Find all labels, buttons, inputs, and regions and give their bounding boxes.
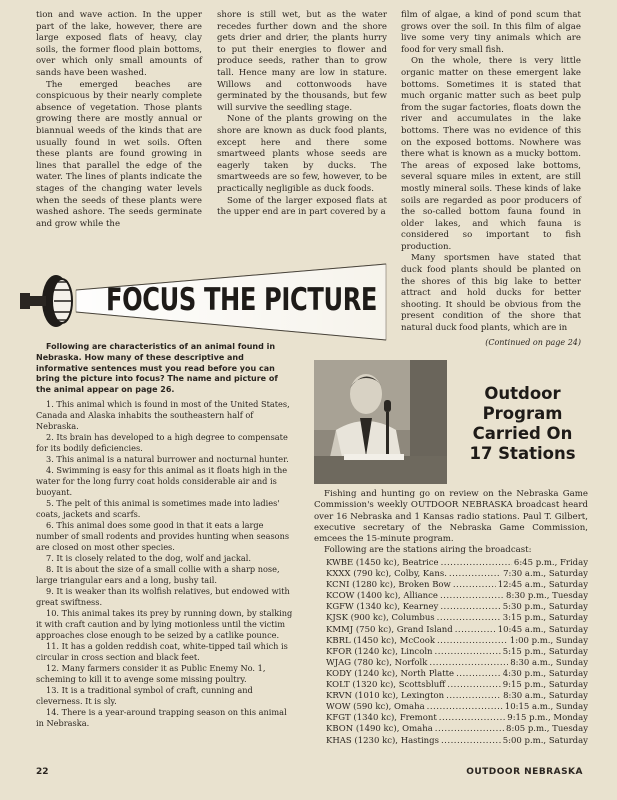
article-paragraph: The emerged beaches are conspicuous by their nearly complete absence of vegetation. Those plants growing there are mostly annual or biannual weeds of the kinds that are usually found in wet soils. Often these plants are found growing in lines that parallel the edge of the water. The lines of plants indicate the stages of the changing water levels when the seeds of these plants were washed ashore. The seeds germinate and grow while the bbox=[36, 79, 202, 229]
quiz-clue: 7. It is closely related to the dog, wolf and jackal. bbox=[46, 552, 251, 563]
station-row bbox=[326, 636, 588, 647]
station-row bbox=[326, 558, 588, 569]
banner-title: FOCUS THE PICTURE bbox=[106, 282, 378, 318]
leader-dots bbox=[446, 691, 501, 702]
station-time: 5:15 p.m., Saturday bbox=[502, 646, 588, 657]
station-row bbox=[326, 625, 588, 636]
quiz-clue: 11. It has a golden reddish coat, white-tipped tail which is circular in cross section and black feet. bbox=[36, 640, 288, 662]
article-paragraph: Following are the stations airing the broadcast: bbox=[324, 545, 532, 556]
leader-dots bbox=[441, 736, 501, 747]
quiz-clue: 2. Its brain has developed to a high degree to compensate for its bodily deficiencies. bbox=[36, 431, 288, 453]
headline-line: Program bbox=[482, 404, 563, 423]
quiz-clue: 14. There is a year-around trapping season on this animal in Nebraska. bbox=[36, 706, 287, 728]
magazine-name: OUTDOOR NEBRASKA bbox=[466, 767, 583, 777]
station-time: 9:15 p.m., Saturday bbox=[502, 680, 588, 691]
station-time: 7:30 a.m., Saturday bbox=[503, 569, 588, 580]
article-column-2 bbox=[217, 10, 387, 219]
station-row bbox=[326, 647, 588, 658]
station-name: KBON (1490 kc), Omaha bbox=[326, 724, 433, 735]
quiz-intro: Following are characteristics of an animal found in Nebraska. How many of these descriptive and informative sentences must you read before you can bring the picture into focus? The name and picture of the animal appear on page 26. bbox=[36, 342, 278, 395]
station-time: 8:30 a.m., Sunday bbox=[510, 657, 588, 668]
station-row bbox=[326, 569, 588, 580]
leader-dots bbox=[439, 713, 506, 724]
station-time: 9:15 p.m., Monday bbox=[507, 713, 588, 724]
leader-dots bbox=[427, 702, 503, 713]
station-time: 10:15 a.m., Sunday bbox=[504, 702, 588, 713]
leader-dots bbox=[455, 625, 496, 636]
station-time: 1:00 p.m., Sunday bbox=[509, 635, 588, 646]
station-row bbox=[326, 702, 588, 713]
station-name: KODY (1240 kc), North Platte bbox=[326, 668, 455, 679]
station-name: KCNI (1280 kc), Broken Bow bbox=[326, 580, 451, 591]
station-time: 6:45 p.m., Friday bbox=[513, 558, 588, 568]
station-name: WJAG (780 kc), Norfolk bbox=[326, 657, 428, 668]
leader-dots bbox=[440, 602, 500, 613]
focus-the-picture-banner bbox=[14, 260, 394, 342]
station-time: 5:30 p.m., Saturday bbox=[502, 602, 588, 613]
article-paragraph: tion and wave action. In the upper part of the lake, however, there are large exposed flats of heavy, clay soils, the former flood plain bottoms, over which only small amounts of sands have been washed. bbox=[36, 10, 202, 78]
station-name: KWBE (1450 kc), Beatrice bbox=[326, 558, 439, 568]
station-row bbox=[326, 713, 588, 724]
station-time: 8:30 p.m., Tuesday bbox=[506, 591, 588, 602]
station-name: KGFW (1340 kc), Kearney bbox=[326, 602, 439, 613]
leader-dots bbox=[435, 647, 501, 658]
article-paragraph: Fishing and hunting go on review on the Nebraska Game Commission's weekly OUTDOOR NEBRASKA broadcast heard over 16 Nebraska and 1 Kansas radio stations. Paul T. Gilbert, executive secretary of the Nebraska Game Commission, emcees the 15-minute program. bbox=[314, 489, 588, 545]
headline-line: Carried On bbox=[472, 424, 573, 443]
radio-article-body bbox=[314, 489, 588, 557]
leader-dots bbox=[453, 580, 496, 591]
station-name: KOLT (1320 kc), Scottsbluff bbox=[326, 680, 446, 691]
presenter-photo bbox=[314, 360, 447, 484]
headline-line: 17 Stations bbox=[469, 444, 576, 463]
leader-dots bbox=[435, 724, 504, 735]
station-name: KXXX (790 kc), Colby, Kans. bbox=[326, 569, 447, 580]
quiz-clue: 9. It is weaker than its wolfish relatives, but endowed with great swiftness. bbox=[36, 585, 290, 607]
station-time: 4:30 p.m., Saturday bbox=[502, 668, 588, 679]
station-time: 5:00 p.m., Saturday bbox=[502, 735, 588, 746]
quiz-clue: 4. Swimming is easy for this animal as it floats high in the water for the long furry coat holds considerable air and is buoyant. bbox=[36, 464, 288, 497]
headline-line: Outdoor bbox=[484, 384, 561, 403]
station-name: KCOW (1400 kc), Alliance bbox=[326, 591, 438, 602]
leader-dots bbox=[449, 569, 501, 580]
leader-dots bbox=[440, 591, 504, 602]
article-paragraph: On the whole, there is very little organic matter on these emergent lake bottoms. Sometimes it is stated that much organic matter such as beet pulp from the sugar factories, floats down the river and accumulates in the lake bottoms. There was no evidence of this on the exposed bottoms. Nowhere was there what is known as a mucky bottom. The areas of exposed lake bottoms, several square miles in extent, are still mostly mineral soils. These kinds of lake soils are regarded as poor producers of the so-called bottom fauna found in older lakes, and which fauna is considered so important to fish production. bbox=[401, 56, 581, 252]
quiz-clue: 5. The pelt of this animal is sometimes made into ladies' coats, jackets and scarfs. bbox=[36, 497, 280, 519]
continued-note: (Continued on page 24) bbox=[485, 337, 581, 347]
station-row bbox=[326, 669, 588, 680]
station-row bbox=[326, 680, 588, 691]
station-name: KJSK (900 kc), Columbus bbox=[326, 613, 435, 624]
article-column-1 bbox=[36, 10, 202, 230]
quiz-clue: 13. It is a traditional symbol of craft, cunning and cleverness. It is sly. bbox=[36, 684, 253, 706]
article-paragraph: shore is still wet, but as the water recedes further down and the shore gets drier and drier, the plants hurry to put their energies to flower and produce seeds, rather than to grow tall. Hence many are low in stature. Willows and cottonwoods have germinated by the thousands, but few will survive the seedling stage. bbox=[217, 10, 387, 113]
leader-dots bbox=[441, 558, 512, 569]
station-name: KMMJ (750 kc), Grand Island bbox=[326, 624, 453, 635]
station-name: WOW (590 kc), Omaha bbox=[326, 702, 425, 713]
quiz-clue: 10. This animal takes its prey by running down, by stalking it with craft caution and by lying motionless until the victim approaches close enough to be seized by a catlike pounce. bbox=[36, 607, 293, 640]
quiz-clue: 12. Many farmers consider it as Public Enemy No. 1, scheming to kill it to avenge some missing poultry. bbox=[36, 662, 266, 684]
article-column-3 bbox=[401, 10, 581, 348]
quiz-section bbox=[36, 342, 294, 729]
station-row bbox=[326, 613, 588, 624]
station-list bbox=[326, 558, 588, 747]
station-row bbox=[326, 658, 588, 669]
station-row bbox=[326, 691, 588, 702]
article-paragraph: None of the plants growing on the shore are known as duck food plants, except here and there some smartweed plants whose seeds are eagerly taken by ducks. The smartweeds are so few, however, to be practically negligible as duck foods. bbox=[217, 114, 387, 194]
leader-dots bbox=[429, 658, 508, 669]
article-paragraph: Many sportsmen have stated that duck food plants should be planted on the shores of this big lake to better attract and hold ducks for better shooting. It should be obvious from the present condition of the shore that natural duck food plants, which are in bbox=[401, 253, 581, 334]
radio-article-headline bbox=[455, 384, 590, 464]
leader-dots bbox=[456, 669, 501, 680]
station-time: 12:45 a.m., Saturday bbox=[497, 580, 588, 591]
page-number: 22 bbox=[36, 767, 49, 777]
leader-dots bbox=[447, 680, 500, 691]
quiz-clue: 1. This animal which is found in most of the United States, Canada and Alaska inhabits the southeastern half of Nebraska. bbox=[36, 398, 290, 431]
station-time: 10:45 a.m., Saturday bbox=[497, 624, 588, 635]
spotlight-icon bbox=[20, 275, 72, 327]
station-row bbox=[326, 580, 588, 591]
station-time: 3:15 p.m., Saturday bbox=[502, 613, 588, 624]
station-name: KFOR (1240 kc), Lincoln bbox=[326, 646, 433, 657]
station-name: KBRL (1450 kc), McCook bbox=[326, 635, 435, 646]
station-row bbox=[326, 736, 588, 747]
leader-dots bbox=[437, 613, 501, 624]
station-time: 8:30 a.m., Saturday bbox=[503, 691, 588, 702]
leader-dots bbox=[437, 636, 508, 647]
article-paragraph: film of algae, a kind of pond scum that grows over the soil. In this film of algae live some very tiny animals which are food for very small fish. bbox=[401, 10, 581, 55]
station-name: KHAS (1230 kc), Hastings bbox=[326, 735, 439, 746]
station-row bbox=[326, 724, 588, 735]
quiz-clue: 8. It is about the size of a small collie with a sharp nose, large triangular ears and a long, bushy tail. bbox=[36, 563, 280, 585]
station-time: 8:05 p.m., Tuesday bbox=[506, 724, 588, 735]
quiz-clue: 3. This animal is a natural burrower and nocturnal hunter. bbox=[46, 453, 289, 464]
quiz-clue: 6. This animal does some good in that it eats a large number of small rodents and provides hunting when seasons are closed on most other species. bbox=[36, 519, 290, 552]
article-paragraph: Some of the larger exposed flats at the upper end are in part covered by a bbox=[217, 195, 387, 218]
station-name: KFGT (1340 kc), Fremont bbox=[326, 713, 437, 724]
station-row bbox=[326, 602, 588, 613]
station-row bbox=[326, 591, 588, 602]
station-name: KRVN (1010 kc), Lexington bbox=[326, 691, 445, 702]
